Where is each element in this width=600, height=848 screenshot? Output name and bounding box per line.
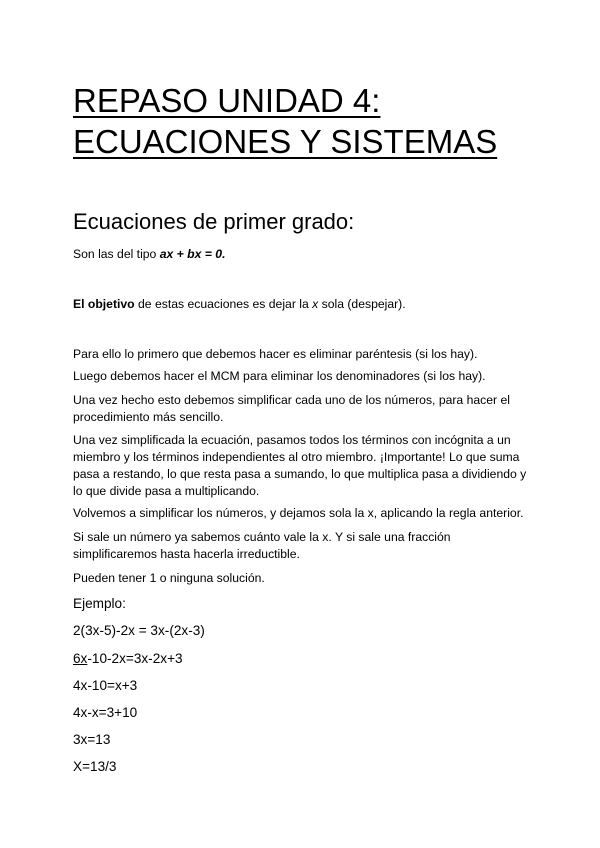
section-heading: Ecuaciones de primer grado:	[73, 209, 355, 234]
example-line: 4x-x=3+10	[73, 705, 138, 720]
objective-pre: de estas ecuaciones es dejar la	[134, 297, 313, 311]
step-paragraph: Para ello lo primero que debemos hacer es eliminar paréntesis (si los hay).	[73, 347, 478, 361]
example-underlined-term: 6x	[73, 651, 88, 666]
example-line: 3x=13	[73, 732, 111, 747]
example-label: Ejemplo:	[73, 596, 126, 611]
example-line	[73, 650, 183, 668]
example-line: 2(3x-5)-2x = 3x-(2x-3)	[73, 623, 205, 638]
step-paragraph: Pueden tener 1 o ninguna solución.	[73, 571, 265, 585]
step-paragraph: Una vez hecho esto debemos simplificar cada uno de los números, para hacer el procedimiento más sencillo.	[73, 393, 510, 424]
example-line: 4x-10=x+3	[73, 678, 138, 693]
step-paragraph: Si sale un número ya sabemos cuánto vale la x. Y si sale una fracción simplificaremos hasta hacerla irreductible.	[73, 530, 451, 561]
title-line-1: REPASO UNIDAD 4:	[73, 82, 381, 119]
step-paragraph: Luego debemos hacer el MCM para eliminar los denominadores (si los hay).	[73, 369, 486, 383]
objective-var: x	[312, 297, 319, 311]
type-formula: ax + bx = 0.	[159, 247, 226, 261]
example-line-rest: -10-2x=3x-2x+3	[87, 651, 183, 666]
objective-paragraph	[73, 296, 533, 313]
type-paragraph	[73, 246, 533, 263]
step-paragraph: Una vez simplificada la ecuación, pasamos todos los términos con incógnita a un miembro y los términos independientes al otro miembro. ¡Importante! Lo que suma pasa a restando, lo que resta pasa a sumando, lo que multiplica pasa a dividiendo y lo que divide pasa a multiplicando.	[73, 433, 527, 498]
step-paragraph: Volvemos a simplificar los números, y dejamos sola la x, aplicando la regla anterior.	[73, 506, 524, 520]
title-line-2: ECUACIONES Y SISTEMAS	[73, 123, 498, 160]
page-title	[73, 80, 573, 162]
objective-bold: El objetivo	[73, 297, 135, 311]
example-line: X=13/3	[73, 759, 117, 774]
objective-post: sola (despejar).	[318, 297, 406, 311]
type-prefix: Son las del tipo	[73, 247, 160, 261]
